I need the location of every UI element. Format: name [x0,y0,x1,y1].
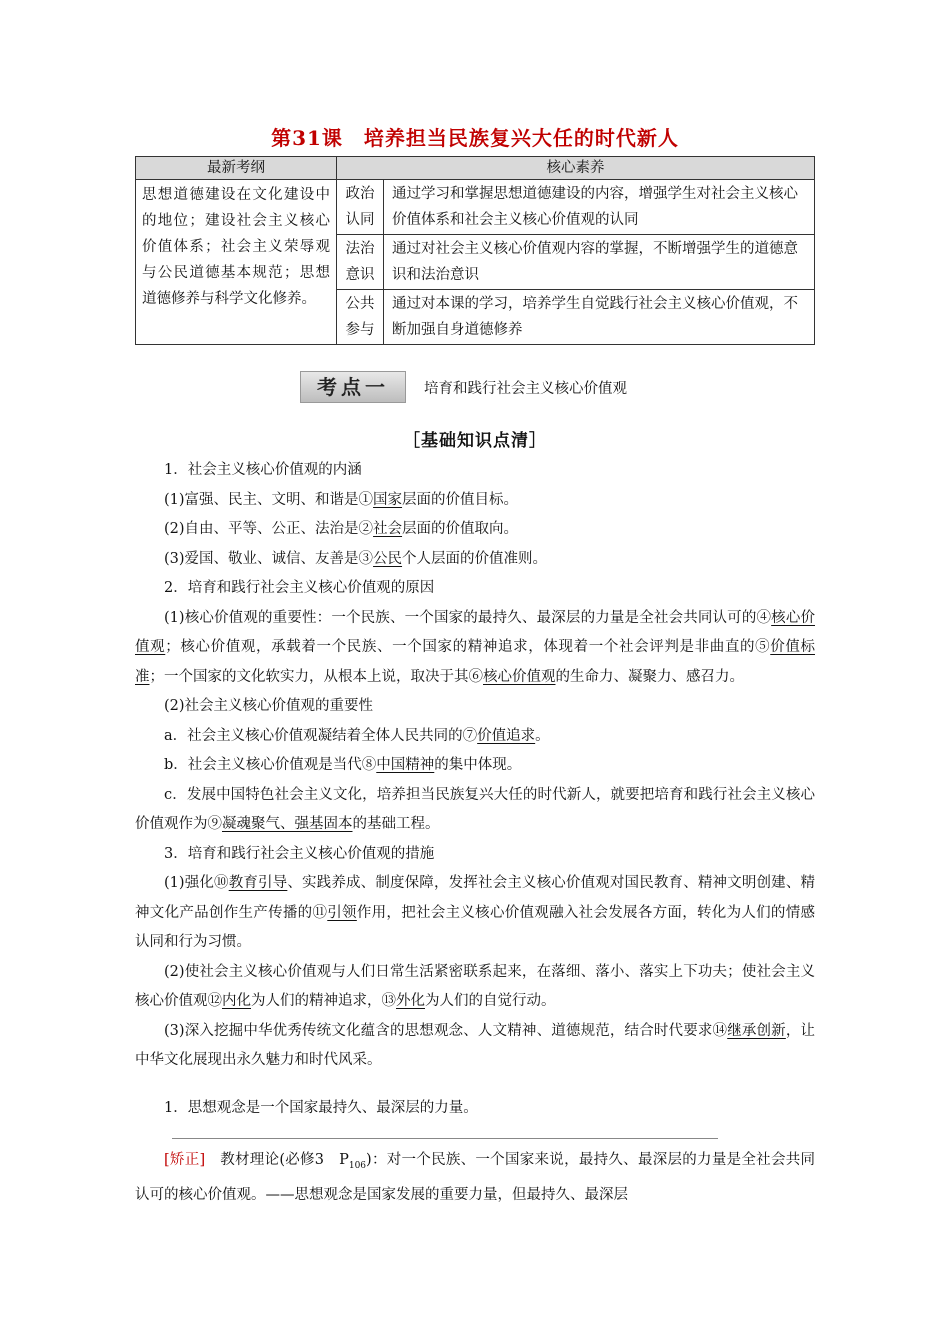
answer-blank: 价值追求 [477,727,536,744]
paragraph-text: 的基础工程。 [352,816,440,832]
table-row [136,180,815,235]
answer-blank: 核心价值观 [483,668,556,685]
content-paragraph [135,1017,815,1076]
content-paragraph [135,751,815,781]
paragraph-text: (2)使社会主义核心价值观与人们日常生活紧密联系起来，在落细、落小、落实上下功夫；使社会主义核心价值观⑫ [135,963,815,1009]
correction-paragraph [135,1146,815,1211]
answer-blank: 教育引导 [228,875,288,891]
correction-tag: [矫正] [164,1152,206,1168]
paragraph-text: 、实践养成、制度保障，发挥社会主义核心价值观对国民教育、精神文明创建、精神文化产品创作生产传播的⑪ [135,875,815,921]
answer-blank: 核心价值观 [135,609,815,655]
paragraph-text: 作用，把社会主义核心价值观融入社会发展各方面，转化为人们的情感认同和行为习惯。 [135,904,816,950]
content-paragraph [135,958,815,1017]
paragraph-text: (3)爱国、敬业、诚信、友善是③ [164,550,374,567]
answer-blank: 外化 [396,993,425,1009]
mistake-statement: 1．思想观念是一个国家最持久、最深层的力量。 [164,1100,478,1116]
divider [172,1138,718,1139]
paragraph-text: b．社会主义核心价值观是当代⑧ [164,757,377,773]
content-paragraph [135,456,815,486]
section-label: ［基础知识点清］ [403,431,547,451]
paragraph-text: 的集中体现。 [434,757,522,773]
paragraph-text: 。 [535,727,550,744]
answer-blank: 国家 [373,491,403,508]
paragraph-text: (1)强化⑩ [164,875,229,891]
content-paragraph [135,722,815,752]
answer-blank: 内化 [222,993,251,1009]
paragraph-text: (1)富强、民主、文明、和谐是① [164,491,374,508]
paragraph-text: 层面的价值目标。 [402,491,519,508]
literacy-description: 通过学习和掌握思想道德建设的内容，增强学生对社会主义核心价值体系和社会主义核心价值观的认同 [384,180,815,235]
paragraph-text: 为人们的自觉行动。 [425,993,556,1009]
literacy-description: 通过对本课的学习，培养学生自觉践行社会主义核心价值观，不断加强自身道德修养 [384,290,815,345]
paragraph-text: 1．社会主义核心价值观的内涵 [164,462,362,478]
content-paragraph [135,869,815,958]
knowledge-content [135,456,815,1076]
content-paragraph [135,781,815,840]
paragraph-text: (1)核心价值观的重要性：一个民族、一个国家的最持久、最深层的力量是全社会共同认可的④ [164,609,772,626]
paragraph-text: ；核心价值观，承载着一个民族、一个国家的精神追求，体现着一个社会评判是非曲直的⑤ [165,639,771,655]
content-paragraph [135,604,815,693]
paragraph-text: 的生命力、凝聚力、感召力。 [555,668,744,685]
content-paragraph [135,692,815,722]
content-paragraph [135,545,815,575]
answer-blank: 公民 [373,550,403,567]
paragraph-text: a．社会主义核心价值观凝结着全体人民共同的⑦ [164,727,478,744]
table-header-row [136,157,815,180]
paragraph-text: ；一个国家的文化软实力，从根本上说，取决于其⑥ [149,668,483,685]
content-paragraph [135,840,815,870]
literacy-dimension: 政治认同 [337,180,384,235]
answer-blank: 中国精神 [376,757,435,773]
syllabus-table [135,156,815,345]
lesson-title: 第31课 培养担当民族复兴大任的时代新人 [271,126,679,150]
page-subscript: 106 [348,1160,367,1171]
paragraph-text: 2．培育和践行社会主义核心价值观的原因 [164,580,435,596]
literacy-dimension: 公共参与 [337,290,384,345]
content-paragraph [135,515,815,545]
paragraph-text: 层面的价值取向。 [402,521,519,537]
paragraph-text: 3．培育和践行社会主义核心价值观的措施 [164,845,435,862]
paragraph-text: (2)自由、平等、公正、法治是② [164,521,374,537]
paragraph-text: ，让中华文化展现出永久魅力和时代风采。 [135,1022,816,1068]
header-core-literacy: 核心素养 [337,157,815,180]
answer-blank: 社会 [373,521,403,537]
answer-blank: 凝魂聚气、强基固本 [222,816,353,832]
paragraph-text: (3)深入挖掘中华优秀传统文化蕴含的思想观念、人文精神、道德规范，结合时代要求⑭ [164,1022,728,1039]
answer-blank: 引领 [327,904,357,921]
answer-blank: 价值标准 [135,639,815,685]
header-syllabus: 最新考纲 [136,157,337,180]
correction-text: 教材理论(必修3 P [205,1152,349,1168]
literacy-description: 通过对社会主义核心价值观内容的掌握，不断增强学生的道德意识和法治意识 [384,235,815,290]
correction-text: )：对一个民族、一个国家来说，最持久、最深层的力量是全社会共同认可的核心价值观。——思想观念是国家发展的重要力量，但最持久、最深层 [135,1152,815,1204]
content-paragraph [135,486,815,516]
syllabus-text: 思想道德建设在文化建设中的地位；建设社会主义核心价值体系；社会主义荣辱观与公民道德基本规范；思想道德修养与科学文化修养。 [136,180,337,345]
exam-point-heading [300,370,627,404]
answer-blank: 继承创新 [727,1022,786,1039]
paragraph-text: c．发展中国特色社会主义文化，培养担当民族复兴大任的时代新人，就要把培育和践行社会主义核心价值观作为⑨ [135,786,815,832]
exam-point-title: 培育和践行社会主义核心价值观 [424,380,627,397]
paragraph-text: 个人层面的价值准则。 [402,550,548,567]
content-paragraph [135,574,815,604]
exam-point-label: 考点一 [300,371,406,403]
paragraph-text: (2)社会主义核心价值观的重要性 [164,698,374,714]
paragraph-text: 为人们的精神追求，⑬ [251,993,396,1009]
literacy-dimension: 法治意识 [337,235,384,290]
